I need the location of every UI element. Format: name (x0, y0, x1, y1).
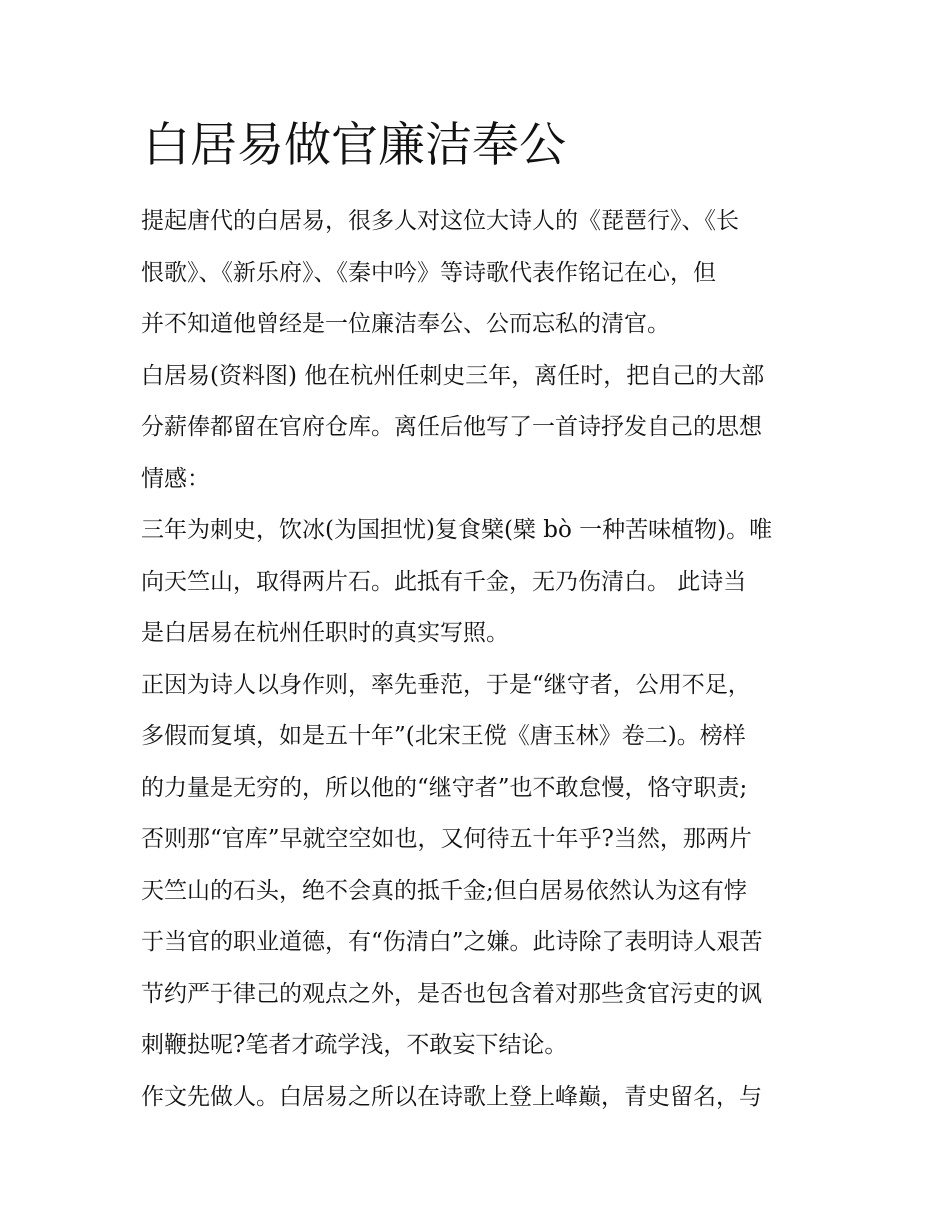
paragraph-3 (141, 505, 821, 660)
text-line: 向天竺山，取得两片石。此抵有千金，无乃伤清白。 此诗当 (141, 568, 747, 595)
text-line: 作文先做人。白居易之所以在诗歌上登上峰巅，青史留名，与 (141, 1083, 762, 1110)
text-line: 恨歌》、《新乐府》、《秦中吟》等诗歌代表作铭记在心，但 (141, 259, 716, 286)
document-body (141, 196, 821, 1123)
text-line: 节约严于律己的观点之外，是否也包含着对那些贪官污吏的讽 (141, 980, 762, 1007)
paragraph-2 (141, 351, 821, 506)
text-line: 情感： (141, 465, 210, 492)
paragraph-1 (141, 196, 821, 351)
text-line: 否则那“官库”早就空空如也，又何待五十年乎?当然，那两片 (141, 826, 752, 852)
text-line: 并不知道他曾经是一位廉洁奉公、公而忘私的清官。 (141, 311, 670, 337)
text-line: 的力量是无穷的，所以他的“继守者”也不敢怠慢，恪守职责; (141, 774, 748, 801)
text-line: 分薪俸都留在官府仓库。离任后他写了一首诗抒发自己的思想 (141, 414, 762, 440)
text-line: 白居易(资料图) 他在杭州任刺史三年，离任时，把自己的大部 (141, 362, 765, 389)
paragraph-5 (141, 1072, 821, 1124)
text-line: 刺鞭挞呢?笔者才疏学浅，不敢妄下结论。 (141, 1032, 568, 1058)
text-line: 于当官的职业道德，有“伤清白”之嫌。此诗除了表明诗人艰苦 (141, 929, 763, 955)
text-line: 多假而复填，如是五十年”(北宋王傥《唐玉林》卷二)。榜样 (141, 723, 746, 749)
paragraph-4 (141, 660, 821, 1072)
text-line: 天竺山的石头，绝不会真的抵千金;但白居易依然认为这有悖 (141, 877, 747, 904)
text-line: 是白居易在杭州任职时的真实写照。 (141, 620, 509, 646)
text-line: 提起唐代的白居易，很多人对这位大诗人的《琵琶行》、《长 (141, 208, 739, 234)
text-line: 三年为刺史，饮冰(为国担忧)复食檗(檗 bò 一种苦味植物)。唯 (141, 517, 773, 543)
document-title: 白居易做官廉洁奉公 (143, 118, 566, 173)
text-line: 正因为诗人以身作则，率先垂范，于是“继守者，公用不足， (141, 671, 751, 698)
